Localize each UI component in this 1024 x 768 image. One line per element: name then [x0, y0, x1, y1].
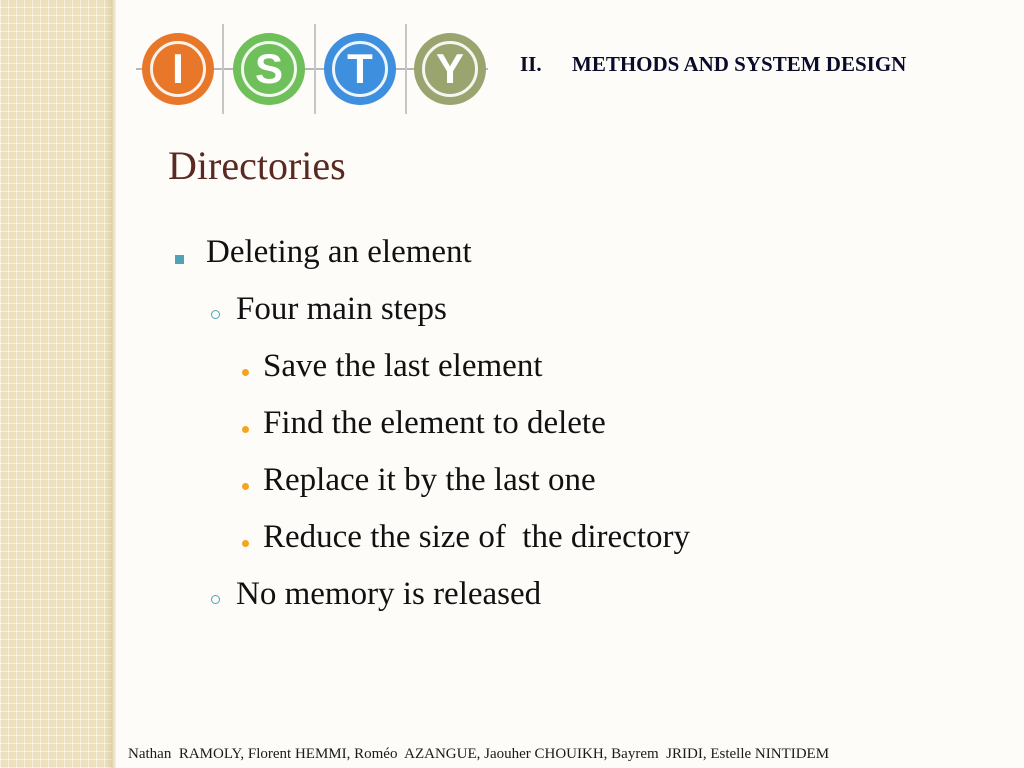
logo-divider: [314, 24, 316, 114]
logo-divider: [222, 24, 224, 114]
bullet-text: Replace it by the last one: [263, 462, 596, 498]
logo-circle-i: [142, 33, 214, 105]
ring-bullet-icon: [211, 310, 220, 319]
bullet-list: [170, 234, 990, 633]
decorative-side-strip: [0, 0, 112, 768]
step-item: [170, 405, 990, 462]
section-title: METHODS AND SYSTEM DESIGN: [572, 52, 907, 76]
bullet-item: [170, 234, 990, 291]
sub-bullet-item: [170, 576, 990, 633]
logo-letter: I: [172, 45, 184, 92]
section-heading: [520, 52, 906, 77]
istty-logo: [136, 22, 488, 114]
step-item: [170, 348, 990, 405]
step-item: [170, 519, 990, 576]
dot-bullet-icon: [242, 369, 249, 376]
dot-bullet-icon: [242, 540, 249, 547]
side-strip-edge: [112, 0, 116, 768]
sub-bullet-item: [170, 291, 990, 348]
logo-letter: Y: [435, 45, 464, 92]
footer-authors: Nathan RAMOLY, Florent HEMMI, Roméo AZANGUE, Jaouher CHOUIKH, Bayrem JRIDI, Estelle NINTIDEM: [128, 746, 830, 762]
dot-bullet-icon: [242, 426, 249, 433]
logo-circle-s: [233, 33, 305, 105]
logo-divider: [405, 24, 407, 114]
section-number: II.: [520, 52, 542, 76]
step-item: [170, 462, 990, 519]
logo-letter: S: [254, 45, 283, 92]
bullet-text: No memory is released: [236, 576, 542, 612]
logo-letter: T: [347, 45, 373, 92]
logo-circle-t: [324, 33, 396, 105]
bullet-text: Find the element to delete: [263, 405, 606, 441]
bullet-text: Four main steps: [236, 291, 447, 327]
bullet-text: Save the last element: [263, 348, 543, 384]
square-bullet-icon: [175, 255, 184, 264]
dot-bullet-icon: [242, 483, 249, 490]
slide-title: Directories: [168, 143, 346, 188]
bullet-text: Deleting an element: [206, 234, 472, 270]
bullet-text: Reduce the size of the directory: [263, 519, 690, 555]
ring-bullet-icon: [211, 595, 220, 604]
logo-circle-y: [414, 33, 486, 105]
